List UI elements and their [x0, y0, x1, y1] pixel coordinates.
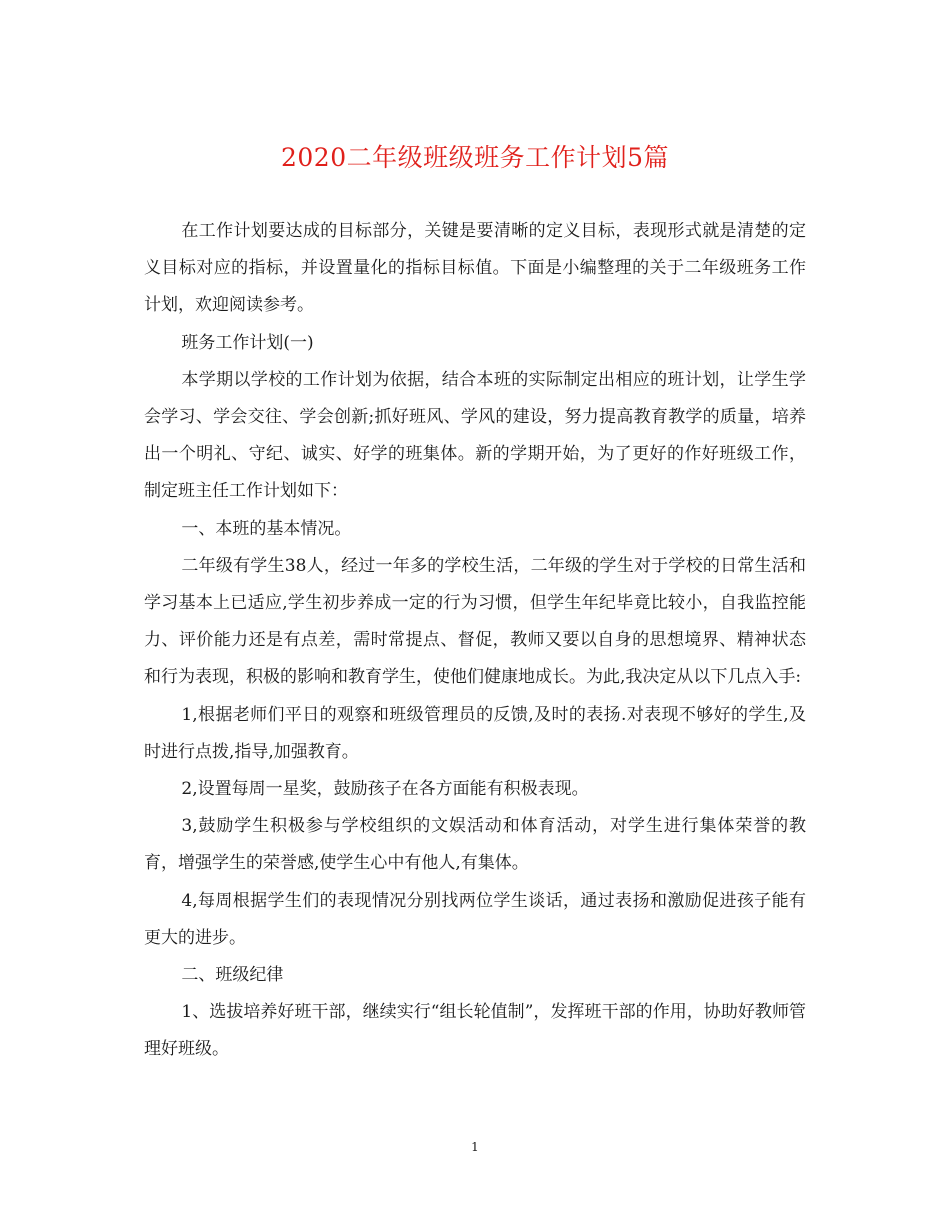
list-item: 4,每周根据学生们的表现情况分别找两位学生谈话，通过表扬和激励促进孩子能有更大的进步。	[144, 890, 806, 948]
list-item: 1,根据老师们平日的观察和班级管理员的反馈,及时的表扬.对表现不够好的学生,及时进行点拨,指导,加强教育。	[144, 704, 806, 762]
page-number: 1	[471, 1140, 479, 1154]
list-item: 1、选拔培养好班干部，继续实行“组长轮值制”，发挥班干部的作用，协助好教师管理好班级。	[144, 1002, 806, 1060]
body-paragraph: 二年级有学生38人，经过一年多的学校生活，二年级的学生对于学校的日常生活和学习基本上已适应,学生初步养成一定的行为习惯，但学生年纪毕竟比较小，自我监控能力、评价能力还是有点差，需时常提点、督促，教师又要以自身的思想境界、精神状态和行为表现，积极的影响和教育学生，使他们健康地成长。为此,我决定从以下几点入手:	[144, 555, 806, 688]
intro-paragraph: 在工作计划要达成的目标部分，关键是要清晰的定义目标，表现形式就是清楚的定义目标对应的指标，并设置量化的指标目标值。下面是小编整理的关于二年级班务工作计划，欢迎阅读参考。	[144, 221, 806, 316]
document-body	[144, 213, 806, 1069]
body-paragraph: 本学期以学校的工作计划为依据，结合本班的实际制定出相应的班计划，让学生学会学习、学会交往、学会创新;抓好班风、学风的建设，努力提高教育教学的质量，培养出一个明礼、守纪、诚实、好学的班集体。新的学期开始，为了更好的作好班级工作，制定班主任工作计划如下：	[144, 369, 806, 502]
section-heading-discipline: 二、班级纪律	[181, 965, 284, 986]
section-heading-plan-1: 班务工作计划(一)	[181, 332, 314, 353]
list-item: 2,设置每周一星奖，鼓励孩子在各方面能有积极表现。	[181, 779, 589, 800]
section-heading-basic-info: 一、本班的基本情况。	[181, 518, 352, 539]
document-title: 2020二年级班级班务工作计划5篇	[280, 143, 670, 172]
list-item: 3,鼓励学生积极参与学校组织的文娱活动和体育活动，对学生进行集体荣誉的教育，增强学生的荣誉感,使学生心中有他人,有集体。	[144, 816, 806, 874]
